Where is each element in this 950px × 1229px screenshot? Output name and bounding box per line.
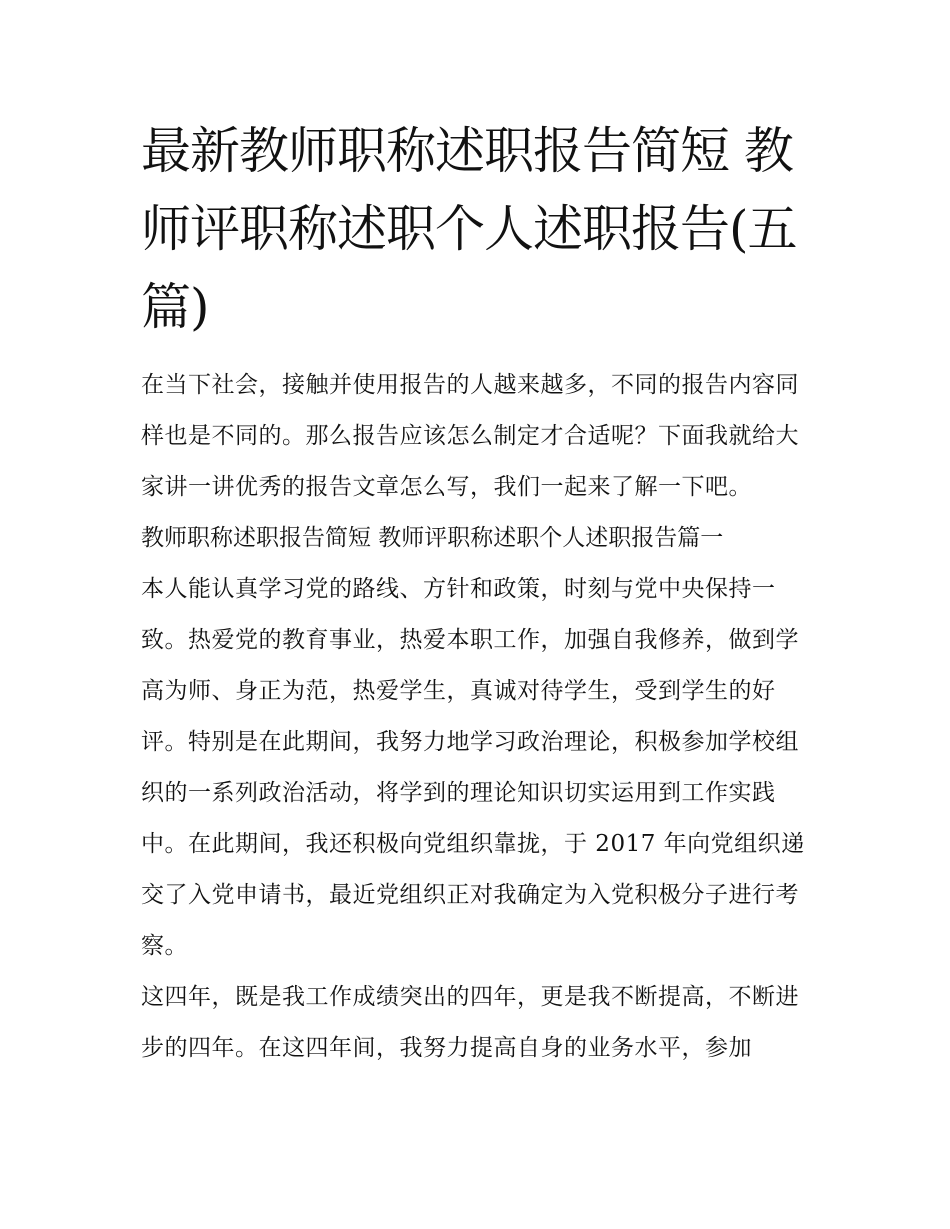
intro-paragraph: 在当下社会，接触并使用报告的人越来越多，不同的报告内容同样也是不同的。那么报告应该怎么制定才合适呢？下面我就给大家讲一讲优秀的报告文章怎么写，我们一起来了解一下吧。 <box>141 372 799 500</box>
document-page <box>141 112 811 1074</box>
section-heading: 教师职称述职报告简短 教师评职称述职个人述职报告篇一 <box>141 525 724 551</box>
body-paragraph-2: 这四年，既是我工作成绩突出的四年，更是我不断提高，不断进步的四年。在这四年间，我努力提高自身的业务水平，参加 <box>141 984 799 1061</box>
body-paragraph-1: 本人能认真学习党的路线、方针和政策，时刻与党中央保持一致。热爱党的教育事业，热爱本职工作，加强自我修养，做到学高为师、身正为范，热爱学生，真诚对待学生，受到学生的好评。特别是在此期间，我努力地学习政治理论，积极参加学校组织的一系列政治活动，将学到的理论知识切实运用到工作实践中。在此期间，我还积极向党组织靠拢，于 2017 年向党组织递交了入党申请书，最近党组织正对我确定为入党积极分子进行考察。 <box>141 576 805 959</box>
document-title: 最新教师职称述职报告简短 教师评职称述职个人述职报告(五篇) <box>141 122 797 336</box>
